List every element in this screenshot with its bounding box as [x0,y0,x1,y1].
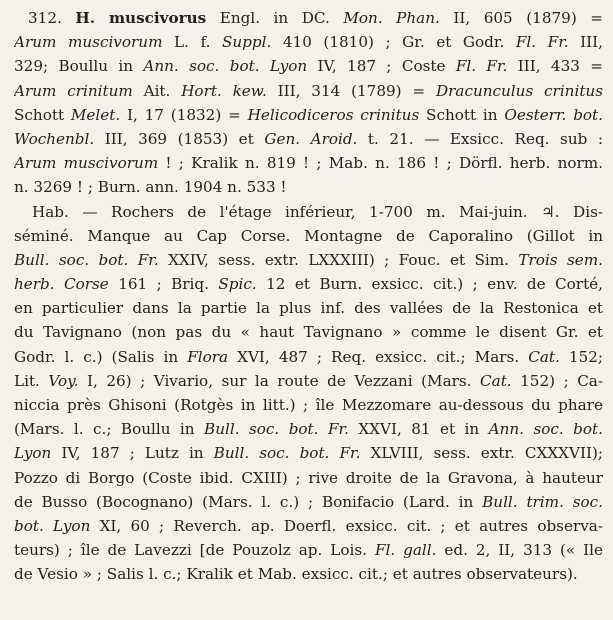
habitat-line [14,272,603,296]
entry-line [14,79,603,103]
text-run: du Tavignano (non pas du « haut Tavignano » comme le disent Gr. et [14,323,603,342]
text-run: teurs) ; île de Lavezzi [de Pouzolz ap. Lois. [14,541,375,560]
text-run: ! ; Kralik n. 819 ! ; Mab. n. 186 ! ; Dörfl. herb. norm. [158,154,603,173]
text-run: Schott in [419,105,505,124]
citation-italic: Dracunculus crinitus [435,81,603,100]
text-run: niccia près Ghisoni (Rotgès in litt.) ; île Mezzomare au-dessous du phare [14,396,603,414]
citation-italic: Trois sem. [518,250,603,269]
text-run: 152) ; Ca- [511,371,603,390]
habitat-line [14,441,603,465]
text-run: III, 369 (1853) et [94,129,265,148]
entry-line [14,127,603,151]
entry-line [14,6,603,30]
citation-italic: Bull. soc. bot. Fr. [204,420,349,439]
habitat-line [14,296,603,320]
text-run: III, [568,33,603,52]
text-run: ed. 2, II, 313 (« Ile [436,541,603,560]
citation-italic: Oesterr. bot. [504,105,603,124]
entry-line [14,103,603,127]
citation-italic: Cat. [528,347,560,366]
text-run: Ait. [132,81,182,100]
text-run: XVI, 487 ; Req. exsicc. cit.; Mars. [228,347,529,366]
text-run: III, 433 = [507,57,603,76]
citation-italic: Fl. Fr. [455,57,508,76]
citation-italic: Fl. gall. [374,541,437,560]
citation-italic: bot. Lyon [14,516,91,535]
habitat-line [14,393,603,417]
citation-italic: Suppl. [221,33,272,52]
text-run: XXIV, sess. extr. LXXXIII) ; Fouc. et Sim. [158,250,519,269]
text-run: 410 (1810) ; Gr. et Godr. [271,33,516,52]
species-name: H. muscivorus [75,9,207,27]
text-run: en particulier dans la partie la plus inf. des vallées de la Restonica et [14,299,603,318]
entry-line [14,54,603,78]
entry-block [14,6,603,200]
habitat-block [14,200,603,587]
habitat-line [14,200,603,224]
text-run: séminé. Manque au Cap Corse. Montagne de Caporalino (Gillot in [14,226,603,245]
citation-italic: Flora [187,347,229,366]
text-run: 329; Boullu in [14,57,144,76]
citation-italic: Gen. Aroid. [264,129,358,148]
citation-italic: Wochenbl. [14,129,95,148]
text-run: XXVI, 81 et in [348,420,489,439]
text-run: (Mars. l. c.; Boullu in [14,420,205,439]
text-run: t. 21. — Exsicc. Req. sub : [357,129,603,148]
entry-line [14,151,603,175]
text-run: I, 17 (1832) = [120,105,248,124]
text-run: Hab. — Rochers de l'étage inférieur, 1-700 m. Mai-juin. ♃. Dis- [32,202,603,221]
habitat-line [14,369,603,393]
text-run: III, 314 (1789) = [266,81,436,100]
habitat-line [14,490,603,514]
citation-italic: Ann. soc. bot. [488,420,603,439]
citation-italic: Voy. [48,371,79,390]
text-run: Pozzo di Borgo (Coste ibid. CXIII) ; rive droite de la Gravona, à hauteur [14,468,603,487]
citation-italic: Fl. Fr. [515,33,569,52]
habitat-line [14,562,603,586]
citation-italic: Bull. trim. soc. [482,492,603,511]
habitat-line [14,466,603,490]
habitat-line [14,320,603,344]
text-run: XLVIII, sess. extr. CXXXVII); [360,444,603,463]
citation-italic: Helicodiceros crinitus [247,105,420,124]
citation-italic: Bull. soc. bot. Fr. [14,250,159,269]
text-run: IV, 187 ; Coste [307,57,456,76]
habitat-line [14,345,603,369]
entry-line [14,175,603,199]
text-run: Lit. [14,371,49,390]
text-run: XI, 60 ; Reverch. ap. Doerfl. exsicc. cit. ; et autres observa- [90,516,603,535]
entry-number: 312. [28,9,62,27]
text-run: Schott [14,105,71,124]
citation-italic: Bull. soc. bot. Fr. [213,444,361,463]
citation-italic: Hort. kew. [181,81,267,100]
text-run: de Busso (Bocognano) (Mars. l. c.) ; Bonifacio (Lard. in [14,492,483,511]
citation-italic: Mon. Phan. [343,9,440,27]
habitat-line [14,224,603,248]
citation-italic: Spic. [218,275,257,294]
citation-italic: herb. Corse [14,275,109,294]
habitat-line [14,417,603,441]
text-run: Godr. l. c.) (Salis in [14,347,188,366]
text-run: n. 3269 ! ; Burn. ann. 1904 n. 533 ! [14,178,287,197]
text-run: L. f. [162,33,222,52]
citation-italic: Lyon [14,444,52,463]
citation-italic: Ann. soc. bot. Lyon [143,57,308,76]
text-run: Engl. in DC. [219,9,344,27]
habitat-line [14,248,603,272]
citation-italic: Arum muscivorum [14,154,159,173]
entry-line [14,30,603,54]
citation-italic: Arum crinitum [14,81,133,100]
text-run: I, 26) ; Vivario, sur la route de Vezzani (Mars. [78,371,481,390]
text-run: de Vesio » ; Salis l. c.; Kralik et Mab. exsicc. cit.; et autres observateurs). [14,565,578,584]
citation-italic: Melet. [70,105,121,124]
text-run: II, 605 (1879) = [439,9,603,27]
habitat-line [14,514,603,538]
text-run: 152; [559,347,603,366]
text-run: 12 et Burn. exsicc. cit.) ; env. de Corté, [256,275,603,294]
text-run: IV, 187 ; Lutz in [51,444,214,463]
habitat-line [14,538,603,562]
citation-italic: Cat. [480,371,512,390]
citation-italic: Arum muscivorum [14,33,163,52]
text-run: 161 ; Briq. [108,275,219,294]
